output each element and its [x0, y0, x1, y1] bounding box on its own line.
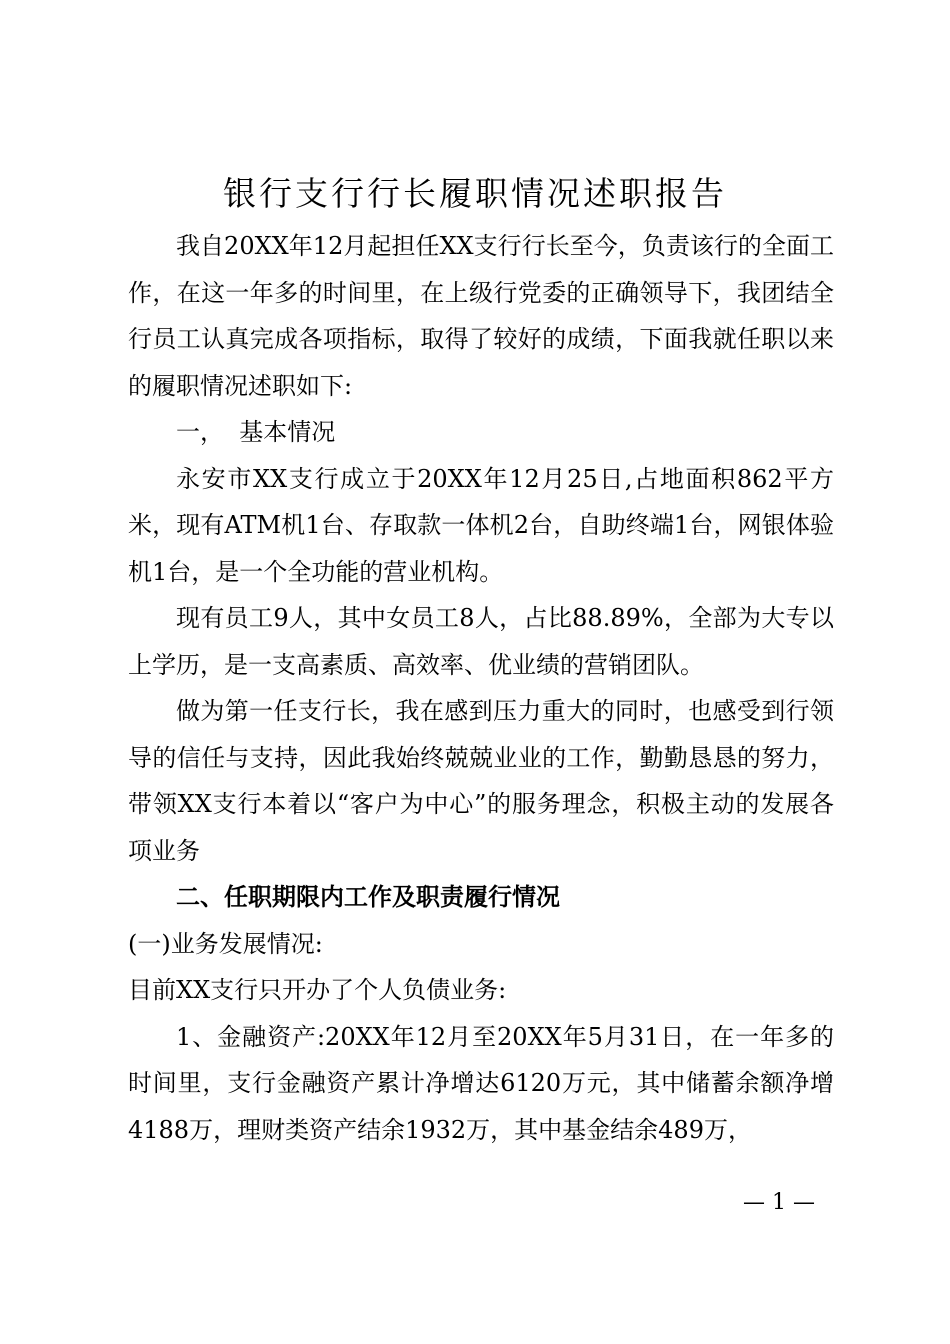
- document-title: 银行支行行长履职情况述职报告: [223, 174, 727, 213]
- paragraph-attitude: 做为第一任支行长，我在感到压力重大的同时，也感受到行领导的信任与支持，因此我始终兢兢业业的工作，勤勤恳恳的努力，带领XX支行本着以“客户为中心”的服务理念，积极主动的发展各项业务: [128, 697, 834, 865]
- paragraph-financial-assets: 1、金融资产:20XX年12月至20XX年5月31日，在一年多的时间里，支行金融资产累计净增达6120万元，其中储蓄余额净增4188万，理财类资产结余1932万，其中基金结余489万，: [128, 1022, 834, 1144]
- section-heading-basic: 一， 基本情况: [176, 418, 336, 446]
- document-body: [128, 223, 834, 1153]
- paragraph-staff-info: 现有员工9人，其中女员工8人，占比88.89%，全部为大专以上学历，是一支高素质、高效率、优业绩的营销团队。: [128, 604, 834, 679]
- paragraph-branch-info: 永安市XX支行成立于20XX年12月25日,占地面积862平方米，现有ATM机1台、存取款一体机2台，自助终端1台，网银体验机1台，是一个全功能的营业机构。: [128, 464, 834, 586]
- paragraph-intro: 我自20XX年12月起担任XX支行行长至今，负责该行的全面工作，在这一年多的时间里，在上级行党委的正确领导下，我团结全行员工认真完成各项指标，取得了较好的成绩，下面我就任职以来的履职情况述职如下:: [128, 232, 834, 400]
- page-number: — 1 —: [743, 1190, 815, 1215]
- subsection-heading-business: (一)业务发展情况:: [128, 929, 323, 958]
- paragraph-business-scope: 目前XX支行只开办了个人负债业务:: [128, 976, 507, 1004]
- section-heading-duties: 二、任职期限内工作及职责履行情况: [176, 883, 560, 911]
